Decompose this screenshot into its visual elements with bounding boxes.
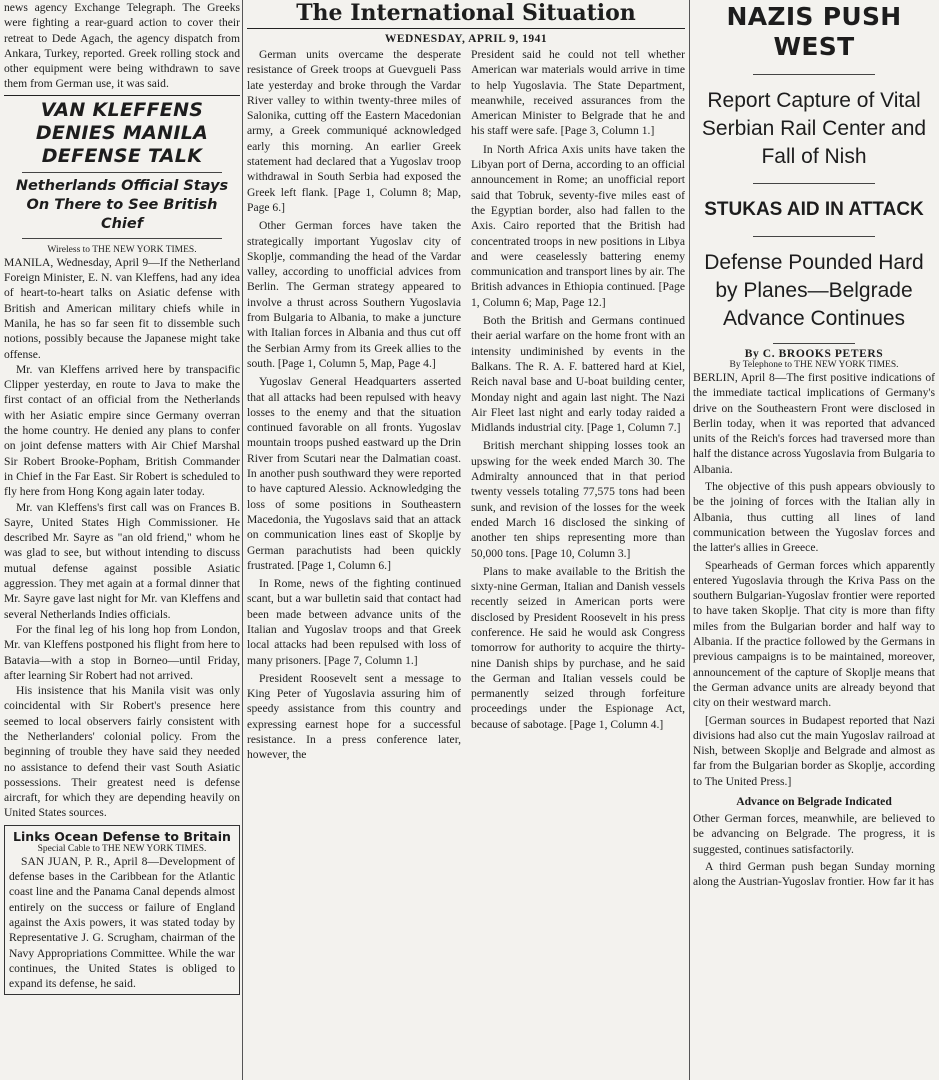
- right-paragraph: Other German forces, meanwhile, are believed to be advancing on Belgrade. The progress, it is suggested, continues satisfactorily.: [693, 812, 935, 856]
- left-subheadline: Netherlands Official Stays On There to See British Chief: [15, 177, 229, 232]
- right-deck-3: Defense Pounded Hard by Planes—Belgrade Advance Continues: [704, 251, 924, 330]
- summary-paragraph: Both the British and Germans continued their aerial warfare on the home front with an intensity undiminished by events in the Balkans. The R. A. F. battered hard at Kiel, Reich naval base and U-boat building center, Monday night and again last night. The Nazi Air Fleet last night and early today raided a Midlands industrial city. [Page 1, Column 7.]: [471, 314, 685, 435]
- right-paragraph: BERLIN, April 8—The first positive indications of the immediate tactical implications of Germany's drive on the Southeastern Front were disclosed in Berlin today, when it was reported that advanced units of the Reich's forces had traversed more than half the distance across Yugoslavia from Bulgaria to Albania.: [693, 371, 935, 476]
- summary-paragraph: Yugoslav General Headquarters asserted that all attacks had been repulsed with heavy losses to the enemy and that the situation continued favorable on all fronts. Yugoslav mountain troops pushed eastward up the Drin River from Scutari near the Dalmatian coast. In another push southward they were reported to have captured Alessio. Acknowledging the loss of some positions in Southeastern Macedonia, the Yugoslavs said that an attack on communication lines east of Skoplje by German parachutists had been quickly frustrated. [Page 1, Column 6.]: [247, 375, 461, 572]
- divider: [4, 95, 240, 96]
- left-column: [4, 0, 240, 1080]
- byline: By C. BROOKS PETERS: [744, 348, 884, 360]
- right-paragraph: Spearheads of German forces which apparently entered Yugoslavia through the Kriva Pass on the southern Bulgarian-Yugoslav frontier were reported to have taken Skoplje. That city is more than fifty miles from the Bulgarian border and half way to Albania. If the practice followed by the Germans in previous campaigns is to be maintained, moreover, announcement of the capture of Skoplje means that the German advance units are already beyond that city on their westward march.: [693, 558, 935, 710]
- divider: [753, 183, 875, 184]
- column-rule: [242, 0, 243, 1080]
- left-paragraph: Mr. van Kleffens arrived here by transpacific Clipper yesterday, en route to Java to make the first contact of an official from the Netherlands with her Asiatic empire since Germany overran the home country. He denied any plans to confer on joint defense matters with Air Chief Marshal Sir Robert Brooke-Popham, British Commander in Chief in the Far East. Sir Robert is scheduled to fly here from Hong Kong again later today.: [4, 362, 240, 499]
- right-paragraph: The objective of this push appears obviously to be the joining of forces with the Italian ally in Albania, thus cutting all lines of land communication between the Yugoslav forces and the latter's allies in Greece.: [693, 480, 935, 555]
- subcolumn-a: [247, 47, 461, 766]
- right-subhead: Advance on Belgrade Indicated: [736, 795, 892, 809]
- dateline: WEDNESDAY, APRIL 9, 1941: [384, 33, 548, 45]
- summary-paragraph: In Rome, news of the fighting continued scant, but a war bulletin said that contact had been made between advance units of the Italian and Yugoslav troops and that Greek local attacks had been repulsed with loss of many prisoners. [Page 7, Column 1.]: [247, 577, 461, 667]
- middle-column: [247, 0, 685, 1080]
- column-rule: [689, 0, 690, 1080]
- divider: [773, 343, 855, 344]
- masthead: The International Situation: [247, 0, 685, 29]
- summary-paragraph: Plans to make available to the British the sixty-nine German, Italian and Danish vessels recently seized in American ports were disclosed by President Roosevelt in his press conference. He said he would ask Congress tomorrow for authority to acquire the thirty-nine Danish ships by purchase, and he said the German and Italian vessels could be permanently seized through forfeiture proceedings under the Espionage Act, because of sabotage. [Page 1, Column 4.]: [471, 564, 685, 731]
- summary-paragraph: In North Africa Axis units have taken the Libyan port of Derna, according to an official announcement in Rome; an unofficial report said that Tobruk, seventy-five miles east of the Egyptian border, also had fallen to the Axis. Cairo reported that the British had concentrated troops in new positions in Libya and were ceaselessly battering enemy communication and transport lines by air. The British advances in Ethiopia continued. [Page 1, Column 6; Map, Page 12.]: [471, 142, 685, 309]
- box-text: SAN JUAN, P. R., April 8—Development of defense bases in the Caribbean for the Atlantic coast line and the Panama Canal depends almost entirely on the success or failure of England against the Axis powers, it was stated today by Representative J. G. Scrugham, chairman of the Navy Appropriations Committee. While the war continues, the United States is obliged to expand its defense, he said.: [9, 854, 235, 991]
- summary-paragraph: President Roosevelt sent a message to King Peter of Yugoslavia assuring him of speedy assistance from this country and expressing earnest hope for a successful resistance. In a press conference later, however, the: [247, 671, 461, 762]
- left-credit: Wireless to THE NEW YORK TIMES.: [47, 244, 197, 255]
- box-credit: Special Cable to THE NEW YORK TIMES.: [37, 843, 207, 854]
- byline-credit: By Telephone to THE NEW YORK TIMES.: [729, 360, 899, 370]
- middle-subcolumns: [247, 47, 685, 766]
- divider: [753, 74, 875, 75]
- divider: [22, 238, 222, 239]
- left-top-paragraph: news agency Exchange Telegraph. The Greeks were fighting a rear-guard action to cover their retreat to Dede Agach, the agency dispatch from Ankara, Turkey, reported. Greek rolling stock and other equipment were being withdrawn to save them from German use, it was said.: [4, 1, 240, 91]
- left-paragraph: His insistence that his Manila visit was only coincidental with Sir Robert's presence here seemed to local observers fairly consistent with the Netherlanders' colonial policy. From the beginning of trouble they have said they needed no assistance to defend their vast South Asiatic possessions. Their greatest need is defense aircraft, for which they are depending heavily on United States sources.: [4, 684, 240, 820]
- summary-paragraph: Other German forces have taken the strategically important Yugoslav city of Skoplje, commanding the head of the Vardar valley, according to unofficial advices from Berlin. The German strategy appeared to involve a thrust across Southern Yugoslavia from Bulgaria to Albania, to make a juncture with Italian forces in Albania and thus cut off the Serbian Army from its Greek allies to the south. [Page 1, Column 5, Map, Page 4.]: [247, 219, 461, 370]
- right-deck-2: STUKAS AID IN ATTACK: [704, 199, 924, 220]
- left-paragraph: MANILA, Wednesday, April 9—If the Netherland Foreign Minister, E. N. van Kleffens, had any idea of heart-to-heart talks on Asiatic defense with British and American military chiefs while in Manila, he has so far seen fit to dissemble such notions, possibly because the Japanese might take offense.: [4, 255, 240, 361]
- right-paragraph: A third German push began Sunday morning along the Austrian-Yugoslav frontier. How far it has: [693, 859, 935, 889]
- summary-paragraph: German units overcame the desperate resistance of Greek troops at Guevgueli Pass late yesterday and broke through the Vardar River valley to within twenty-three miles of Salonika, cutting off the Eastern Macedonian army, a Greek communiqué acknowledged early this morning. An earlier Greek statement had declared that a Yugoslav troop withdrawal in South Serbia had exposed the Greek left flank. [Page 1, Column 8; Map, Page 6.]: [247, 48, 461, 214]
- divider: [753, 236, 875, 237]
- right-column: [693, 0, 935, 1080]
- summary-paragraph: President said he could not tell whether American war materials would arrive in time to help Yugoslavia. The State Department, meanwhile, received assurances from the American Minister to Belgrade that he and his staff were safe. [Page 3, Column 1.]: [471, 48, 685, 138]
- left-paragraph: For the final leg of his long hop from London, Mr. van Kleffens postponed his flight from here to Batavia—with a stop in Borneo—until Friday, after learning Sir Robert had not arrived.: [4, 622, 240, 682]
- right-paragraph: [German sources in Budapest reported that Nazi divisions had also cut the main Yugoslav railroad at Nish, between Skoplje and Belgrade and almost as far from the Bulgarian border as Skoplje, according to The United Press.]: [693, 713, 935, 788]
- box-headline: Links Ocean Defense to Britain: [13, 828, 231, 844]
- left-paragraph: Mr. van Kleffens's first call was on Frances B. Sayre, United States High Commissioner. He described Mr. Sayre as "an old friend," whom he was glad to see, but without intending to discuss mutual defense against possible Asiatic aggression. They met again at a formal dinner that Mr. Sayre gave last night for Mr. van Kleffens and several Netherlands Indies officials.: [4, 500, 240, 621]
- summary-paragraph: British merchant shipping losses took an upswing for the week ended March 30. The Admiralty announced that in that period twenty vessels totaling 77,575 tons had been sunk, and revision of the losses for the week ended March 16 disclosed the sinking of another ten ships representing more than 50,000 tons. [Page 10, Column 3.]: [471, 439, 685, 560]
- divider: [22, 172, 222, 173]
- left-headline: VAN KLEFFENS DENIES MANILA DEFENSE TALK: [35, 98, 209, 167]
- right-deck-1: Report Capture of Vital Serbian Rail Center and Fall of Nish: [701, 89, 927, 168]
- right-headline: NAZIS PUSH WEST: [726, 2, 902, 61]
- subcolumn-b: [471, 47, 685, 766]
- left-box: [4, 825, 240, 996]
